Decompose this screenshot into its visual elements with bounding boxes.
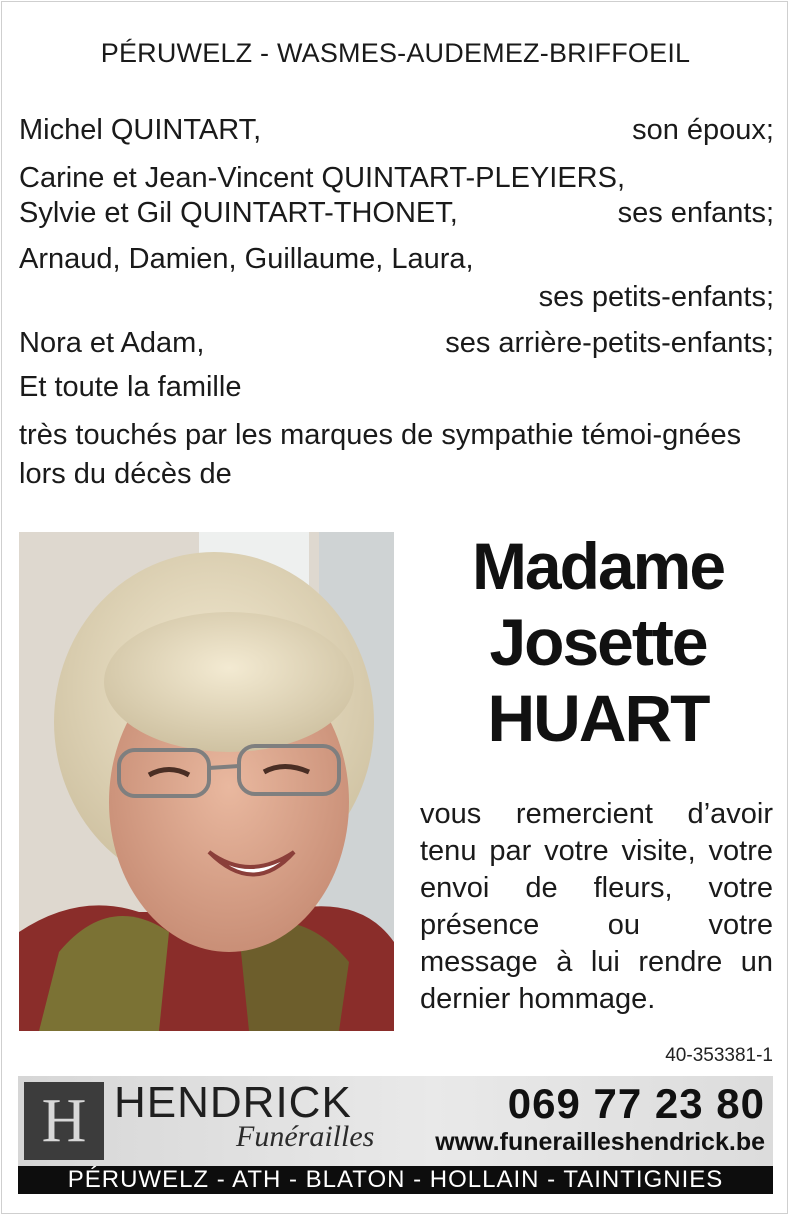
- family-line: Et toute la famille: [19, 371, 242, 403]
- touched-text: très touchés par les marques de sympathie témoi-gnées lors du décès de: [19, 419, 742, 490]
- header-location: PÉRUWELZ - WASMES-AUDEMEZ-BRIFFOEIL: [100, 38, 691, 68]
- thanks-text: vous remercient d’avoir tenu par votre visite, votre envoi de fleurs, votre présence ou votre message à lui rendre un dernier hommage.: [420, 798, 773, 1015]
- greatgrandchildren-row: [19, 326, 774, 360]
- grandchildren-names: Arnaud, Damien, Guillaume, Laura,: [19, 243, 474, 275]
- funeral-home-logo: H: [24, 1082, 104, 1160]
- funeral-home-website: www.funerailleshendrick.be: [435, 1128, 765, 1156]
- funeral-home-subtitle: Funérailles: [236, 1120, 375, 1153]
- greatgrandchildren-role: ses arrière-petits-enfants;: [445, 327, 774, 359]
- children-line-1: Carine et Jean-Vincent QUINTART-PLEYIERS,: [19, 162, 626, 194]
- children-row-1: [19, 161, 774, 195]
- deceased-name: [407, 528, 789, 756]
- children-role: ses enfants;: [617, 197, 774, 229]
- deceased-portrait: [19, 532, 394, 1031]
- deceased-first-name: Josette: [489, 605, 707, 679]
- grandchildren-role-row: [19, 280, 774, 314]
- husband-name: Michel QUINTART,: [19, 114, 262, 146]
- children-row-2: [19, 196, 774, 230]
- deceased-last-name: HUART: [487, 681, 709, 755]
- reference-number: 40-353381-1: [665, 1045, 773, 1066]
- greatgrandchildren-names: Nora et Adam,: [19, 327, 205, 359]
- deceased-title: Madame: [471, 529, 725, 603]
- husband-role: son époux;: [632, 114, 774, 146]
- family-row: [19, 370, 774, 404]
- funeral-home-phone: 069 77 23 80: [507, 1080, 765, 1127]
- children-line-2: Sylvie et Gil QUINTART-THONET,: [19, 197, 458, 229]
- funeral-home-name: HENDRICK: [114, 1078, 352, 1127]
- husband-row: [19, 113, 774, 147]
- grandchildren-role: ses petits-enfants;: [538, 281, 774, 313]
- funeral-home-towns: PÉRUWELZ - ATH - BLATON - HOLLAIN - TAINTIGNIES: [18, 1166, 773, 1194]
- grandchildren-row: [19, 242, 774, 276]
- funeral-home-banner: [18, 1076, 773, 1166]
